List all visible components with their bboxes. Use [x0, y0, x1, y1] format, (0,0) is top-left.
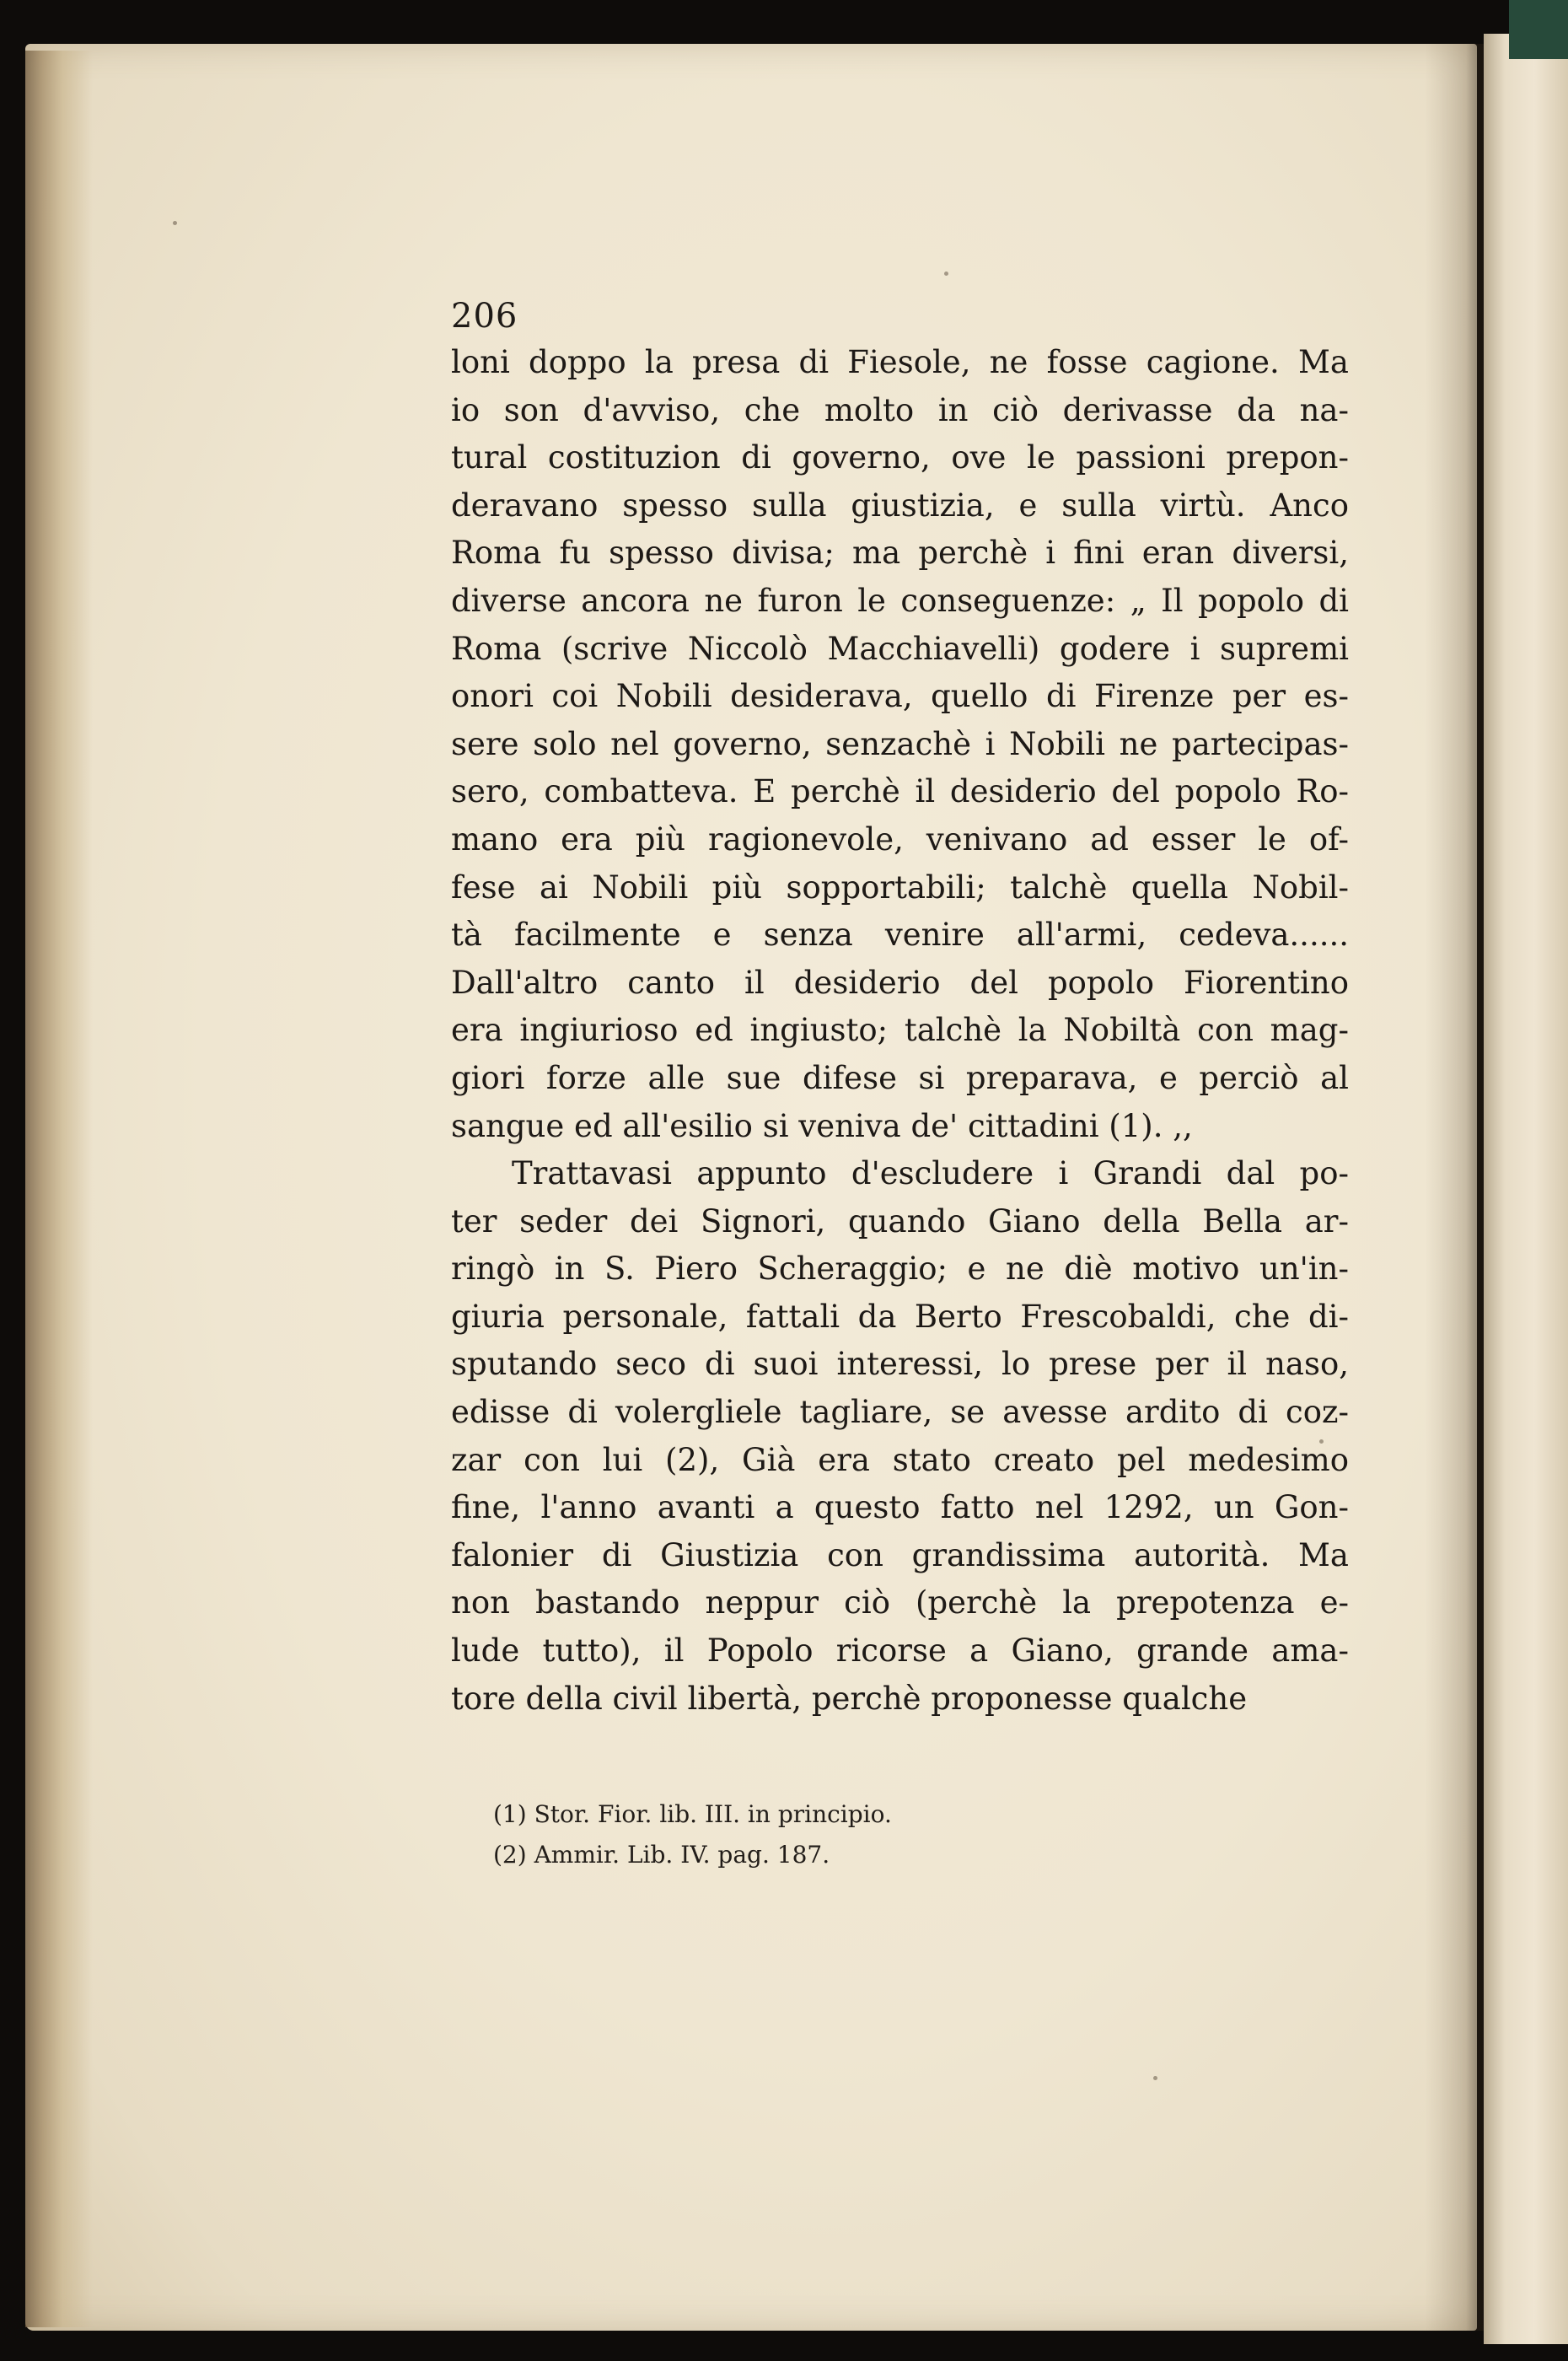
text-line: giuria personale, fattali da Berto Frescobaldi, che di- — [451, 1298, 1349, 1335]
binding-gutter-shadow — [1425, 44, 1484, 2331]
text-line: tà facilmente e senza venire all'armi, cedeva...... — [451, 917, 1349, 954]
footnotes — [493, 1794, 1083, 1875]
text-line: mano era più ragionevole, venivano ad esser le of- — [451, 820, 1349, 858]
page-number: 206 — [451, 297, 518, 336]
text-line: fine, l'anno avanti a questo fatto nel 1292, un Gon- — [451, 1489, 1349, 1526]
text-line: onori coi Nobili desiderava, quello di Firenze per es- — [451, 678, 1349, 715]
paragraph — [451, 1150, 1349, 1723]
text-line: deravano spesso sulla giustizia, e sulla virtù. Anco — [451, 487, 1349, 524]
text-line: falonier di Giustizia con grandissima autorità. Ma — [451, 1536, 1349, 1573]
text-line: loni doppo la presa di Fiesole, ne fosse cagione. Ma — [451, 344, 1349, 380]
text-line: tural costituzion di governo, ove le passioni prepon- — [451, 439, 1349, 476]
binding-cloth-corner — [1509, 0, 1568, 59]
paragraphs — [451, 339, 1349, 1723]
text-line: tore della civil libertà, perchè proponesse qualche — [451, 1680, 1248, 1717]
text-line: edisse di volergliele tagliare, se avesse ardito di coz- — [451, 1394, 1349, 1431]
text-line: Dall'altro canto il desiderio del popolo Fiorentino — [451, 964, 1349, 1001]
text-line: io son d'avviso, che molto in ciò derivasse da na- — [451, 391, 1349, 428]
text-line: era ingiurioso ed ingiusto; talchè la Nobiltà con mag- — [451, 1012, 1349, 1049]
text-line: sero, combatteva. E perchè il desiderio del popolo Ro- — [451, 773, 1349, 810]
text-line: sere solo nel governo, senzachè i Nobili ne partecipas- — [451, 725, 1349, 762]
footnote: (1) Stor. Fior. lib. III. in principio. — [493, 1800, 892, 1828]
text-line: ringò in S. Piero Scheraggio; e ne diè motivo un'in- — [451, 1250, 1349, 1288]
text-line: non bastando neppur ciò (perchè la prepotenza e- — [451, 1584, 1349, 1622]
text-line: lude tutto), il Popolo ricorse a Giano, grande ama- — [451, 1632, 1349, 1670]
text-line: giori forze alle sue difese si preparava, e perciò al — [451, 1059, 1349, 1096]
text-line: diverse ancora ne furon le conseguenze: „ Il popolo di — [451, 582, 1349, 619]
text-line: Roma (scrive Niccolò Macchiavelli) godere i supremi — [451, 630, 1349, 667]
text-line: Trattavasi appunto d'escludere i Grandi dal po- — [512, 1155, 1349, 1192]
text-line: Roma fu spesso divisa; ma perchè i fini eran diversi, — [451, 535, 1349, 572]
text-line: sputando seco di suoi interessi, lo prese per il naso, — [451, 1346, 1349, 1383]
deckled-left-edge — [25, 51, 93, 2327]
text-line: sangue ed all'esilio si veniva de' cittadini (1). ,, — [451, 1107, 1193, 1144]
paper-speck — [944, 272, 948, 276]
paper-speck — [1153, 2076, 1157, 2080]
text-line: zar con lui (2), Già era stato creato pel medesimo — [451, 1441, 1349, 1478]
paper-speck — [173, 221, 177, 225]
footnote: (2) Ammir. Lib. IV. pag. 187. — [493, 1841, 830, 1869]
main-text — [451, 293, 1349, 1723]
paragraph — [451, 339, 1349, 1150]
text-line: ter seder dei Signori, quando Giano della Bella ar- — [451, 1202, 1349, 1240]
adjacent-page-edge — [1484, 34, 1568, 2344]
text-line: fese ai Nobili più sopportabili; talchè quella Nobil- — [451, 869, 1349, 906]
